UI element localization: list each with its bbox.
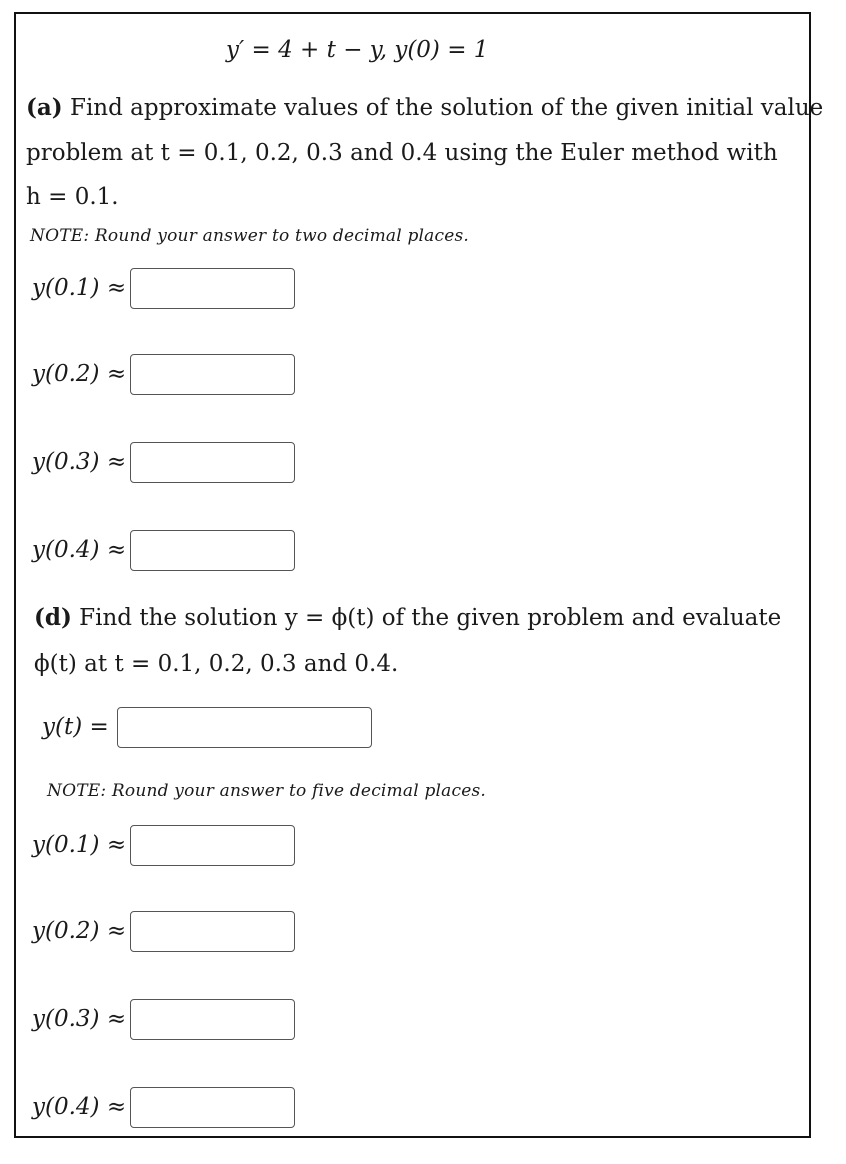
solution-input[interactable] [117,707,372,748]
part-a-line1 [26,96,823,120]
part-d-row1-label: y(0.1) ≈ [32,832,127,858]
problem-frame [14,12,811,1138]
part-a-answer-input-1[interactable] [130,268,295,309]
part-d-line2: ϕ(t) at t = 0.1, 0.2, 0.3 and 0.4. [34,651,399,677]
part-a-row3-label: y(0.3) ≈ [32,449,127,475]
part-a-answer-input-4[interactable] [130,530,295,571]
part-d-answer-input-1[interactable] [130,825,295,866]
part-a-row2-label: y(0.2) ≈ [32,361,127,387]
part-d-line1 [34,606,781,630]
part-a-answer-input-2[interactable] [130,354,295,395]
part-a-row1-label: y(0.1) ≈ [32,275,127,301]
part-a-answer-input-3[interactable] [130,442,295,483]
part-d-row4-label: y(0.4) ≈ [32,1094,127,1120]
differential-equation: y′ = 4 + t − y, y(0) = 1 [226,37,489,63]
part-a-line3: h = 0.1. [26,184,119,210]
solution-label: y(t) = [42,714,109,740]
part-d-note: NOTE: Round your answer to five decimal places. [47,781,487,801]
part-d-answer-input-2[interactable] [130,911,295,952]
part-d-answer-input-3[interactable] [130,999,295,1040]
part-a-label: (a) [26,94,63,121]
part-d-row3-label: y(0.3) ≈ [32,1006,127,1032]
part-a-note: NOTE: Round your answer to two decimal places. [30,226,470,246]
part-d-label: (d) [34,604,72,631]
part-d-row2-label: y(0.2) ≈ [32,918,127,944]
part-d-answer-input-4[interactable] [130,1087,295,1128]
part-a-line2: problem at t = 0.1, 0.2, 0.3 and 0.4 using the Euler method with [26,140,778,166]
part-a-row4-label: y(0.4) ≈ [32,537,127,563]
part-d-text-1: Find the solution y = ϕ(t) of the given problem and evaluate [79,605,782,631]
part-a-text-1: Find approximate values of the solution of the given initial value [69,95,824,121]
